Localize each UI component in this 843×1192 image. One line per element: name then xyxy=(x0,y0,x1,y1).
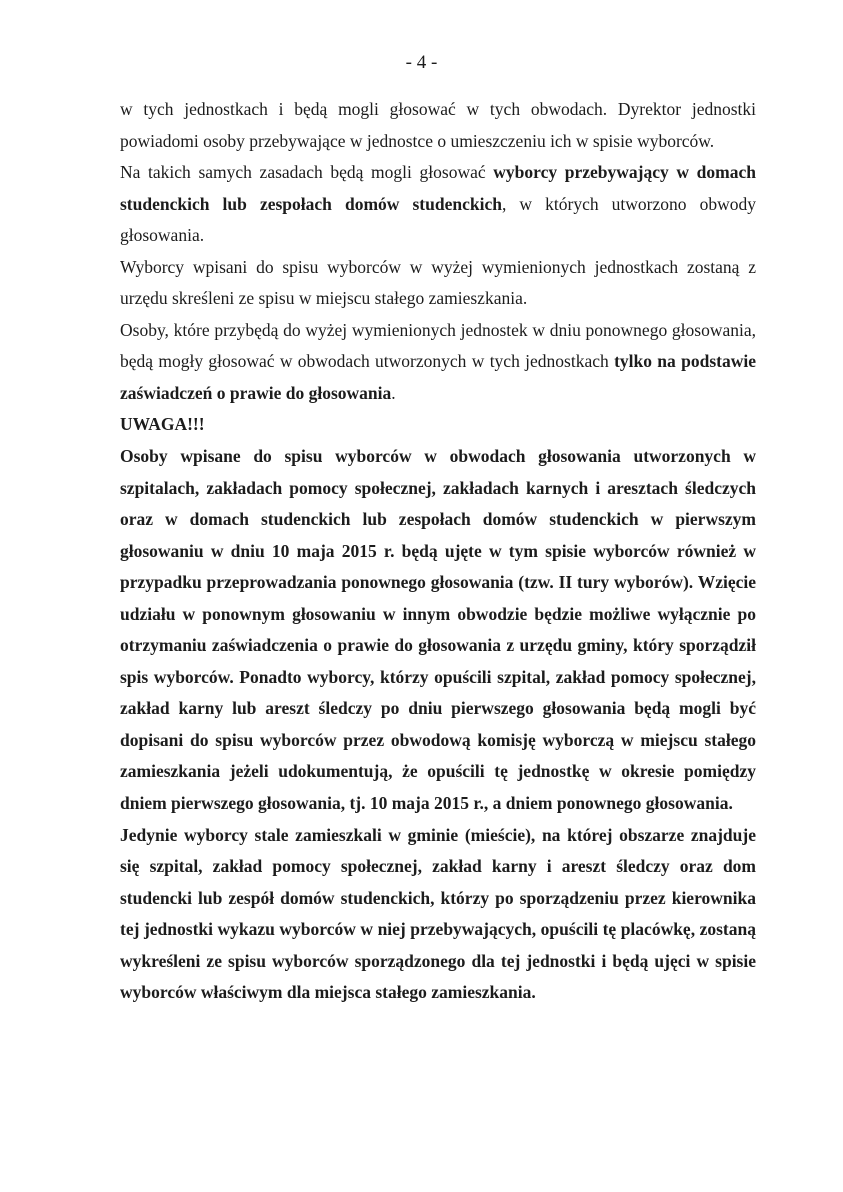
paragraph-3: Wyborcy wpisani do spisu wyborców w wyżej wymienionych jednostkach zostaną z urzędu skreśleni ze spisu w miejscu stałego zamieszkania. xyxy=(120,256,756,309)
document-body xyxy=(120,94,756,1009)
paragraph-2-bold: wyborcy przebywający w domach studenckich lub zespołach domów studenckich xyxy=(120,162,756,214)
paragraph-2 xyxy=(120,157,756,252)
paragraph-2-text-end: , w których utworzono obwody głosowania. xyxy=(120,193,756,246)
paragraph-4-text-end: . xyxy=(391,382,396,403)
paragraph-4-bold: tylko na podstawie zaświadczeń o prawie do głosowania xyxy=(120,351,756,403)
final-paragraph: Jedynie wyborcy stale zamieszkali w gminie (mieście), na której obszarze znajduje się szpital, zakład pomocy społecznej, zakład karny i areszt śledczy oraz dom studencki lub zespół domów studenckich, którzy po sporządzeniu przez kierownika tej jednostki wykazu wyborców w niej przebywających, opuścili tę placówkę, zostaną wykreśleni ze spisu wyborców sporządzonego dla tej jednostki i będą ujęci w spisie wyborców właściwym dla miejsca stałego zamieszkania. xyxy=(120,824,756,1003)
warning-heading: UWAGA!!! xyxy=(120,414,205,435)
paragraph-2-text-start: Na takich samych zasadach będą mogli głosować xyxy=(120,162,494,183)
paragraph-4 xyxy=(120,315,756,410)
page-number: - 4 - xyxy=(405,52,438,73)
paragraph-4-text-start: Osoby, które przybędą do wyżej wymienionych jednostek w dniu ponownego głosowania, będą mogły głosować w obwodach utworzonych w tych jednostkach xyxy=(120,319,756,372)
paragraph-1: w tych jednostkach i będą mogli głosować w tych obwodach. Dyrektor jednostki powiadomi osoby przebywające w jednostce o umieszczeniu ich w spisie wyborców. xyxy=(120,99,756,151)
warning-paragraph: Osoby wpisane do spisu wyborców w obwodach głosowania utworzonych w szpitalach, zakładach pomocy społecznej, zakładach karnych i aresztach śledczych oraz w domach studenckich lub zespołach domów studenckich w pierwszym głosowaniu w dniu 10 maja 2015 r. będą ujęte w tym spisie wyborców również w przypadku przeprowadzania ponownego głosowania (tzw. II tury wyborów). Wzięcie udziału w ponownym głosowaniu w innym obwodzie będzie możliwe wyłącznie po otrzymaniu zaświadczenia o prawie do głosowania z urzędu gminy, który sporządził spis wyborców. Ponadto wyborcy, którzy opuścili szpital, zakład pomocy społecznej, zakład karny lub areszt śledczy po dniu pierwszego głosowania będą mogli być dopisani do spisu wyborców przez obwodową komisję wyborczą w miejscu stałego zamieszkania jeżeli udokumentują, że opuścili tę jednostkę w okresie pomiędzy dniem pierwszego głosowania, tj. 10 maja 2015 r., a dniem ponownego głosowania. xyxy=(120,446,756,814)
